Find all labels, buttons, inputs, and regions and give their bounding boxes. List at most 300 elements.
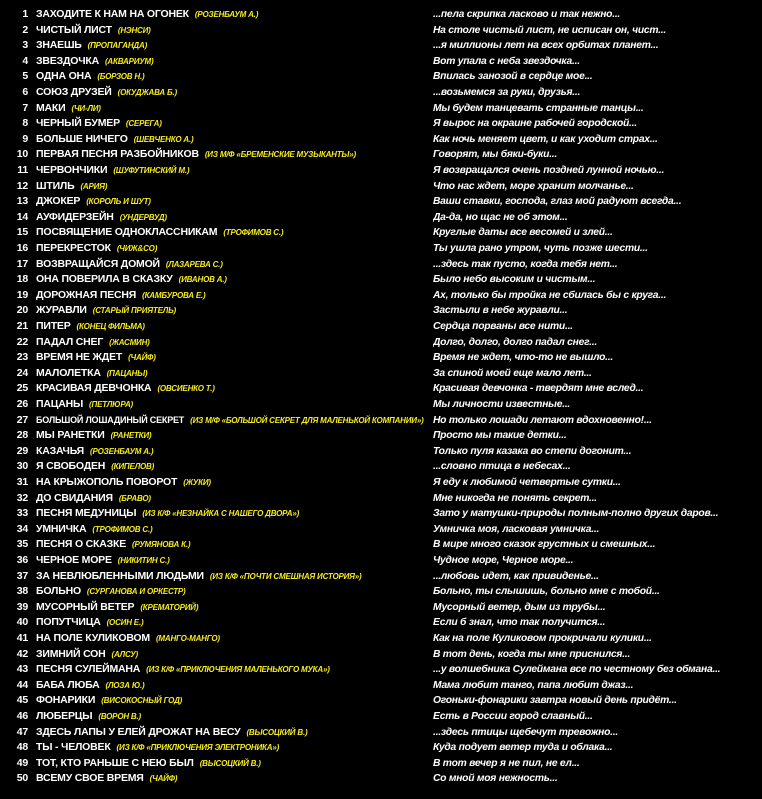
track-title-text: ФОНАРИКИ [36, 694, 96, 707]
track-artist: (КИПЕЛОВ) [111, 462, 155, 472]
track-lyric: Сердца порваны все нити... [433, 321, 573, 332]
track-title-text: НА ПОЛЕ КУЛИКОВОМ [36, 632, 150, 644]
track-lyric: Да-да, но щас не об этом... [433, 211, 568, 223]
track-artist: (ИЗ К/Ф «ПРИКЛЮЧЕНИЯ ЭЛЕКТРОНИКА») [116, 743, 280, 753]
track-lyric: Красивая девчонка - твердят мне вслед... [433, 383, 644, 395]
track-lyric: ...я миллионы лет на всех орбитах планет... [433, 40, 659, 52]
track-number: 7 [22, 101, 28, 114]
track-title-text: ДО СВИДАНИЯ [36, 491, 113, 504]
track-number: 40 [16, 616, 28, 629]
track-row [0, 647, 762, 663]
track-artist: (ОВСИЕНКО Т.) [157, 384, 215, 394]
track-lyric: Было небо высоким и чистым... [433, 274, 596, 286]
track-title-text: НА КРЫЖОПОЛЬ ПОВОРОТ [36, 476, 178, 488]
track-title-text: УМНИЧКА [36, 522, 87, 535]
track-number: 37 [16, 569, 28, 582]
track-lyric: В тот день, когда ты мне приснился... [433, 648, 631, 660]
track-title [36, 179, 107, 195]
track-number: 28 [16, 429, 28, 442]
track-title-text: ВРЕМЯ НЕ ЖДЕТ [36, 351, 123, 364]
track-title [36, 771, 177, 787]
track-lyric: В мире много сказок грустных и смешных... [433, 539, 656, 551]
track-title [36, 319, 145, 335]
track-row [0, 584, 762, 600]
track-title-text: БОЛЬШЕ НИЧЕГО [36, 132, 128, 145]
track-title-text: ПЕСНЯ МЕДУНИЦЫ [36, 507, 137, 520]
track-number: 47 [16, 725, 28, 738]
track-number: 14 [16, 210, 28, 223]
track-artist: (ЖУКИ) [183, 478, 211, 487]
track-title-text: ВОЗВРАЩАЙСЯ ДОМОЙ [36, 257, 160, 270]
track-artist: (ТРОФИМОВ С.) [223, 228, 284, 238]
track-title-text: ПИТЕР [36, 320, 71, 332]
track-lyric: Круглые даты все весомей и злей... [433, 227, 613, 239]
track-artist: (БОРЗОВ Н.) [97, 72, 145, 82]
track-lyric: Ах, только бы тройка не сбилась бы с круга... [433, 289, 667, 301]
track-title [36, 475, 211, 491]
track-lyric: Просто мы такие детки... [433, 430, 567, 442]
track-number: 45 [16, 694, 28, 707]
track-number: 16 [16, 242, 28, 254]
track-row [0, 740, 762, 756]
track-title-text: ПЕРЕКРЕСТОК [36, 242, 111, 254]
track-lyric: Если б знал, что так получится... [433, 617, 606, 629]
track-title [36, 7, 258, 23]
track-title-text: ПАЦАНЫ [36, 398, 84, 410]
track-title [36, 756, 261, 772]
track-row [0, 709, 762, 725]
track-lyric: ...у волшебника Сулеймана все по честному без обмана... [433, 664, 721, 676]
track-row [0, 475, 762, 491]
track-lyric: ...здесь птицы щебечут тревожно... [433, 726, 618, 738]
track-number: 33 [16, 507, 28, 520]
track-row [0, 569, 762, 585]
track-number: 23 [16, 351, 28, 364]
track-artist: (ОКУДЖАВА Б.) [117, 88, 177, 97]
track-title-text: БОЛЬШОЙ ЛОШАДИНЫЙ СЕКРЕТ [36, 414, 185, 425]
track-artist: (РУМЯНОВА К.) [132, 540, 191, 550]
track-title [36, 506, 299, 522]
track-title-text: БОЛЬНО [36, 585, 81, 598]
track-lyric: Я возвращался очень поздней лунной ночью... [433, 165, 665, 176]
track-artist: (УНДЕРВУД) [119, 212, 167, 222]
track-number: 13 [16, 195, 28, 208]
track-title [36, 335, 150, 351]
track-number: 34 [16, 522, 28, 535]
track-artist: (БРАВО) [118, 493, 151, 503]
track-title-text: ПАДАЛ СНЕГ [36, 335, 104, 348]
track-number: 42 [16, 647, 28, 660]
track-title [36, 522, 152, 538]
track-lyric: Умничка моя, ласковая умничка... [433, 523, 600, 535]
track-row [0, 413, 762, 429]
track-number: 10 [16, 148, 28, 161]
track-title [36, 101, 101, 117]
track-artist: (ЛОЗА Ю.) [105, 680, 145, 690]
track-number: 11 [17, 164, 28, 176]
track-row [0, 397, 762, 413]
track-artist: (ИЗ К/Ф «НЕЗНАЙКА С НАШЕГО ДВОРА») [142, 509, 300, 519]
track-title [36, 272, 227, 288]
track-title-text: ОНА ПОВЕРИЛА В СКАЗКУ [36, 273, 173, 286]
track-artist: (СУРГАНОВА И ОРКЕСТР) [86, 587, 186, 597]
track-row [0, 381, 762, 397]
track-title [36, 303, 176, 319]
track-number: 50 [16, 772, 28, 785]
track-artist: (ВИСОКОСНЫЙ ГОД) [101, 696, 183, 706]
track-title [36, 69, 144, 85]
track-title-text: ПОСВЯЩЕНИЕ ОДНОКЛАССНИКАМ [36, 226, 218, 239]
track-title-text: МЫ РАНЕТКИ [36, 429, 105, 442]
track-row [0, 350, 762, 366]
track-row [0, 132, 762, 148]
track-lyric: ...любовь идет, как привиденье... [433, 570, 599, 582]
track-row [0, 615, 762, 631]
track-number: 2 [22, 23, 28, 36]
track-row [0, 335, 762, 351]
track-title-text: ВСЕМУ СВОЕ ВРЕМЯ [36, 772, 144, 785]
track-title-text: ОДНА ОНА [36, 70, 92, 83]
track-title-text: ЛЮБЕРЦЫ [36, 710, 93, 722]
track-lyric: Что нас ждет, море хранит молчанье... [433, 180, 634, 192]
track-artist: (ИЗ М/Ф «БРЕМЕНСКИЕ МУЗЫКАНТЫ») [204, 150, 356, 160]
track-artist: (КАМБУРОВА Е.) [142, 290, 206, 300]
track-number: 6 [22, 86, 28, 98]
track-lyric: В тот вечер я не пил, не ел... [433, 757, 580, 769]
track-artist: (ЧАЙФ) [149, 774, 178, 784]
track-title-text: ДОРОЖНАЯ ПЕСНЯ [36, 288, 137, 301]
track-artist: (ВЫСОЦКИЙ В.) [246, 727, 308, 737]
track-lyric: Мусорный ветер, дым из трубы... [433, 601, 606, 613]
track-lyric: Больно, ты слышишь, больно мне с тобой... [433, 586, 660, 598]
track-artist: (СТАРЫЙ ПРИЯТЕЛЬ) [92, 306, 177, 316]
track-title [36, 288, 206, 304]
track-lyric: Мы будем танцевать странные танцы... [433, 102, 644, 114]
track-lyric: Мне никогда не понять секрет... [433, 492, 597, 504]
track-lyric: За спиной моей еще мало лет... [433, 367, 592, 379]
track-artist: (ИВАНОВ А.) [178, 275, 227, 285]
track-row [0, 85, 762, 101]
track-artist: (ОСИН Е.) [106, 618, 144, 628]
track-title [36, 647, 138, 663]
track-title [36, 85, 177, 101]
track-title [36, 366, 147, 382]
track-artist: (ЛАЗАРЕВА С.) [165, 259, 223, 269]
track-lyric: Застыли в небе журавли... [433, 305, 568, 317]
track-title-text: ПЕРВАЯ ПЕСНЯ РАЗБОЙНИКОВ [36, 148, 199, 161]
track-title-text: ДЖОКЕР [36, 195, 81, 208]
track-lyric: Как ночь меняет цвет, и как уходит страх... [433, 133, 658, 145]
track-artist: (ИЗ М/Ф «БОЛЬШОЙ СЕКРЕТ ДЛЯ МАЛЕНЬКОЙ КОМПАНИИ») [190, 415, 424, 425]
track-title [36, 693, 182, 709]
track-number: 38 [16, 585, 28, 598]
track-row [0, 303, 762, 319]
track-row [0, 163, 762, 179]
track-row [0, 101, 762, 117]
track-row [0, 288, 762, 304]
track-row [0, 69, 762, 85]
track-artist: (НИКИТИН С.) [117, 556, 170, 565]
track-row [0, 693, 762, 709]
track-title-text: ЖУРАВЛИ [36, 304, 87, 317]
track-title-text: ЗАХОДИТЕ К НАМ НА ОГОНЕК [36, 8, 189, 20]
track-row [0, 7, 762, 23]
track-title [36, 54, 153, 70]
track-lyric: Но только лошади летают вдохновенно!... [433, 414, 652, 426]
track-row [0, 319, 762, 335]
track-lyric: Только пуля казака во степи догонит... [433, 445, 632, 457]
track-row [0, 210, 762, 226]
track-artist: (НЭНСИ) [117, 25, 151, 35]
track-title-text: Я СВОБОДЕН [36, 460, 106, 473]
track-title-text: ТОТ, КТО РАНЬШЕ С НЕЮ БЫЛ [36, 756, 194, 769]
track-title-text: ШТИЛЬ [36, 179, 75, 192]
track-title-text: МАКИ [36, 101, 66, 114]
track-number: 43 [16, 663, 28, 676]
track-lyric: Вот упала с неба звездочка... [433, 55, 580, 67]
track-number: 46 [16, 710, 28, 722]
track-row [0, 257, 762, 273]
track-number: 1 [22, 8, 28, 20]
track-row [0, 54, 762, 70]
track-artist: (МАНГО-МАНГО) [155, 634, 220, 643]
track-title-text: КАЗАЧЬЯ [36, 444, 85, 457]
track-artist: (РОЗЕНБАУМ А.) [194, 10, 259, 19]
track-title [36, 491, 151, 507]
track-artist: (ИЗ К/Ф «ПРИКЛЮЧЕНИЯ МАЛЕНЬКОГО МУКА») [146, 665, 330, 675]
track-number: 36 [16, 554, 28, 566]
track-title [36, 709, 141, 725]
track-number: 25 [16, 382, 28, 395]
track-title-text: ЗА НЕВЛЮБЛЕННЫМИ ЛЮДЬМИ [36, 569, 204, 582]
track-number: 26 [16, 398, 28, 410]
track-title [36, 537, 190, 553]
track-number: 32 [16, 491, 28, 504]
track-number: 49 [16, 756, 28, 769]
track-title-text: ПОПУТЧИЦА [36, 616, 101, 629]
track-row [0, 522, 762, 538]
track-title-text: ЗИМНИЙ СОН [36, 647, 106, 660]
track-title-text: КРАСИВАЯ ДЕВЧОНКА [36, 382, 152, 395]
track-number: 31 [16, 476, 28, 488]
track-number: 27 [16, 413, 28, 426]
track-title [36, 678, 144, 694]
track-row [0, 506, 762, 522]
track-title [36, 459, 154, 475]
track-row [0, 23, 762, 39]
track-number: 19 [16, 288, 28, 301]
track-lyric: Как на поле Куликовом прокричали кулики... [433, 633, 652, 644]
track-lyric: Чудное море, Черное море... [433, 555, 574, 566]
track-title [36, 428, 151, 444]
track-artist: (КРЕМАТОРИЙ) [140, 602, 199, 612]
track-artist: (АКВАРИУМ) [104, 56, 154, 66]
track-title-text: МУСОРНЫЙ ВЕТЕР [36, 600, 135, 613]
track-artist: (ЧИЖ&CO) [116, 244, 158, 253]
track-row [0, 241, 762, 257]
track-lyric: Мы личности известные... [433, 399, 571, 410]
track-artist: (РОЗЕНБАУМ А.) [90, 446, 154, 456]
track-title [36, 23, 151, 39]
track-artist: (РАНЕТКИ) [110, 431, 152, 441]
track-title [36, 725, 307, 741]
track-lyric: ...возьмемся за руки, друзья... [433, 87, 581, 98]
track-lyric: На столе чистый лист, не исписан он, чист... [433, 24, 666, 36]
track-title [36, 194, 151, 210]
track-number: 4 [22, 54, 28, 67]
track-artist: (ПЕТЛЮРА) [89, 400, 133, 409]
track-row [0, 147, 762, 163]
track-number: 48 [16, 741, 28, 754]
track-lyric: Говорят, мы бяки-буки... [433, 149, 558, 161]
track-title-text: ЗДЕСЬ ЛАПЫ У ЕЛЕЙ ДРОЖАТ НА ВЕСУ [36, 725, 241, 738]
track-row [0, 428, 762, 444]
track-number: 29 [16, 444, 28, 457]
track-lyric: Время не ждет, что-то не вышло... [433, 352, 613, 364]
track-row [0, 179, 762, 195]
track-artist: (ЧИ-ЛИ) [71, 103, 101, 113]
track-row [0, 600, 762, 616]
track-title [36, 381, 215, 397]
track-row [0, 116, 762, 132]
track-row [0, 725, 762, 741]
track-title [36, 631, 220, 647]
track-row [0, 366, 762, 382]
track-title-text: ПЕСНЯ О СКАЗКЕ [36, 538, 127, 551]
track-number: 18 [16, 273, 28, 286]
track-number: 21 [16, 320, 28, 332]
track-title-text: ТЫ - ЧЕЛОВЕК [36, 741, 111, 754]
track-artist: (ВОРОН В.) [98, 712, 142, 721]
track-lyric: Ваши ставки, господа, глаз мой радуют всегда... [433, 196, 682, 208]
track-number: 41 [16, 632, 28, 644]
track-row [0, 225, 762, 241]
track-lyric: Со мной моя нежность... [433, 773, 558, 785]
track-artist: (ВЫСОЦКИЙ В.) [199, 758, 261, 768]
track-number: 9 [22, 132, 28, 145]
track-title [36, 584, 186, 600]
track-title [36, 553, 170, 569]
track-row [0, 553, 762, 569]
track-number: 3 [22, 39, 28, 52]
track-title [36, 132, 193, 148]
track-lyric: Есть в России город славный... [433, 711, 593, 722]
track-artist: (ПРОПАГАНДА) [87, 41, 148, 51]
track-title [36, 38, 147, 54]
track-number: 8 [22, 117, 28, 130]
track-artist: (АЛСУ) [111, 649, 138, 659]
track-number: 5 [22, 70, 28, 83]
track-number: 39 [16, 600, 28, 613]
track-title [36, 397, 133, 413]
track-row [0, 194, 762, 210]
track-title-text: МАЛОЛЕТКА [36, 366, 101, 379]
track-lyric: Зато у матушки-природы полным-полно других даров... [433, 508, 719, 520]
track-number: 24 [16, 366, 28, 379]
track-lyric: ...пела скрипка ласково и так нежно... [433, 9, 621, 20]
track-artist: (КОРОЛЬ И ШУТ) [86, 197, 151, 207]
track-row [0, 756, 762, 772]
track-number: 30 [16, 460, 28, 473]
track-title-text: ЗВЕЗДОЧКА [36, 54, 99, 67]
track-title [36, 615, 143, 631]
track-title [36, 241, 157, 257]
track-number: 12 [16, 179, 28, 192]
track-row [0, 771, 762, 787]
track-title [36, 413, 424, 429]
track-title-text: ЧИСТЫЙ ЛИСТ [36, 23, 112, 36]
track-artist: (ЧАЙФ) [128, 353, 156, 363]
track-row [0, 537, 762, 553]
track-lyric: Куда подует ветер туда и облака... [433, 742, 613, 754]
track-row [0, 459, 762, 475]
track-title-text: СОЮЗ ДРУЗЕЙ [36, 86, 112, 98]
track-row [0, 491, 762, 507]
track-number: 15 [16, 226, 28, 239]
track-artist: (АРИЯ) [80, 181, 108, 191]
track-row [0, 38, 762, 54]
track-lyric: Мама любит танго, папа любит джаз... [433, 679, 634, 691]
track-artist: (ТРОФИМОВ С.) [92, 524, 153, 534]
track-number: 35 [16, 538, 28, 551]
track-artist: (ЖАСМИН) [109, 337, 150, 347]
track-lyric: ...здесь так пусто, когда тебя нет... [433, 258, 618, 270]
track-title-text: ЧЕРНЫЙ БУМЕР [36, 117, 120, 130]
track-title-text: ПЕСНЯ СУЛЕЙМАНА [36, 663, 141, 676]
track-artist: (ШУФУТИНСКИЙ М.) [113, 166, 190, 175]
track-lyric: ...словно птица в небесах... [433, 461, 571, 473]
track-number: 20 [16, 304, 28, 317]
track-number: 17 [16, 257, 28, 270]
track-artist: (ИЗ К/Ф «ПОЧТИ СМЕШНАЯ ИСТОРИЯ») [209, 571, 362, 581]
track-title [36, 600, 198, 616]
track-title [36, 210, 167, 226]
track-title [36, 740, 279, 756]
track-title [36, 163, 189, 179]
track-title [36, 116, 162, 132]
track-row [0, 678, 762, 694]
track-title [36, 662, 330, 678]
track-title [36, 350, 156, 366]
track-lyric: Долго, долго, долго падал снег... [433, 336, 598, 348]
track-title-text: БАБА ЛЮБА [36, 678, 100, 691]
track-artist: (ПАЦАНЫ) [106, 368, 148, 378]
track-row [0, 662, 762, 678]
track-lyric: Ты ушла рано утром, чуть позже шести... [433, 243, 648, 254]
track-title [36, 257, 223, 273]
track-artist: (ШЕВЧЕНКО А.) [133, 134, 194, 144]
track-number: 22 [16, 335, 28, 348]
track-title [36, 147, 356, 163]
track-number: 44 [16, 678, 28, 691]
track-row [0, 444, 762, 460]
track-title-text: АУФИДЕРЗЕЙН [36, 210, 114, 223]
track-row [0, 631, 762, 647]
track-title-text: ЗНАЕШЬ [36, 39, 82, 52]
track-title [36, 225, 283, 241]
track-title-text: ЧЕРВОНЧИКИ [36, 164, 108, 176]
track-row [0, 272, 762, 288]
track-title [36, 569, 362, 585]
track-lyric: Я еду к любимой четвертые сутки... [433, 477, 621, 488]
track-title [36, 444, 153, 460]
track-artist: (КОНЕЦ ФИЛЬМА) [76, 322, 145, 331]
track-title-text: ЧЕРНОЕ МОРЕ [36, 554, 112, 566]
track-lyric: Я вырос на окраине рабочей городской... [433, 118, 637, 130]
track-lyric: Впилась занозой в сердце мое... [433, 71, 593, 83]
track-lyric: Огоньки-фонарики завтра новый день придёт... [433, 695, 677, 707]
track-artist: (СЕРЕГА) [125, 119, 162, 129]
